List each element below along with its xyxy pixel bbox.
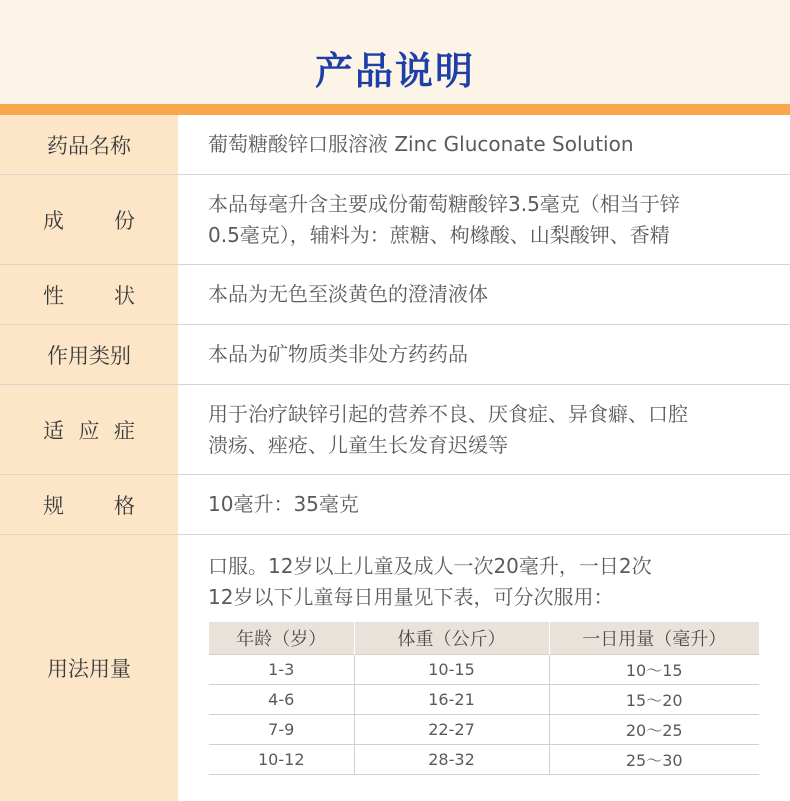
header-age: 年龄（岁）	[209, 622, 354, 654]
drug-name-value: 葡萄糖酸锌口服溶液 Zinc Gluconate Solution	[208, 132, 634, 156]
row-label-char: 规	[43, 493, 64, 518]
row-label-char: 格	[114, 493, 135, 518]
row-label	[0, 265, 178, 324]
row-label	[0, 385, 178, 474]
cell-age: 10-12	[209, 744, 354, 774]
table-row	[209, 684, 759, 714]
category-value: 本品为矿物质类非处方药药品	[208, 342, 468, 366]
row-label: 药品名称	[47, 133, 131, 158]
row-appearance	[0, 265, 790, 325]
ingredients-line-2: 0.5毫克），辅料为：蔗糖、枸橼酸、山梨酸钾、香精	[208, 222, 670, 247]
table-row	[209, 654, 759, 684]
appearance-value: 本品为无色至淡黄色的澄清液体	[208, 282, 488, 306]
cell-age: 7-9	[209, 714, 354, 744]
cell-weight: 28-32	[354, 744, 549, 774]
accent-divider	[0, 104, 790, 115]
page-header	[0, 0, 790, 104]
specification-value: 10毫升：35毫克	[208, 492, 359, 516]
row-value	[208, 385, 768, 474]
row-ingredients	[0, 175, 790, 265]
row-drug-name	[0, 115, 790, 175]
cell-weight: 22-27	[354, 714, 549, 744]
row-specification	[0, 475, 790, 535]
cell-weight: 10-15	[354, 654, 549, 684]
row-value	[208, 115, 768, 174]
cell-dose: 10～15	[549, 654, 759, 684]
header-daily-dose: 一日用量（毫升）	[549, 622, 759, 654]
row-label	[0, 175, 178, 264]
cell-age: 1-3	[209, 654, 354, 684]
row-indications	[0, 385, 790, 475]
cell-dose: 20～25	[549, 714, 759, 744]
row-value	[208, 325, 768, 384]
table-row	[209, 714, 759, 744]
cell-age: 4-6	[209, 684, 354, 714]
row-label: 用法用量	[47, 657, 131, 681]
row-value	[208, 265, 768, 324]
page-title: 产品说明	[314, 49, 475, 93]
row-category	[0, 325, 790, 385]
table-row	[209, 744, 759, 774]
cell-weight: 16-21	[354, 684, 549, 714]
dosage-table-header	[209, 622, 759, 654]
row-label-char: 状	[114, 283, 135, 308]
dosage-instructions	[208, 551, 768, 613]
row-label	[0, 475, 178, 534]
dosage-table	[209, 622, 759, 775]
cell-dose: 25～30	[549, 744, 759, 774]
indications-line-2: 溃疡、痤疮、儿童生长发育迟缓等	[208, 432, 508, 457]
row-label-char: 症	[114, 418, 135, 443]
header-weight: 体重（公斤）	[354, 622, 549, 654]
cell-dose: 15～20	[549, 684, 759, 714]
dosage-line-1: 口服。12岁以上儿童及成人一次20毫升，一日2次	[208, 554, 652, 578]
row-value	[208, 475, 768, 534]
row-label-char: 适	[43, 418, 64, 443]
indications-line-1: 用于治疗缺锌引起的营养不良、厌食症、异食癖、口腔	[208, 401, 688, 426]
ingredients-line-1: 本品每毫升含主要成份葡萄糖酸锌3.5毫克（相当于锌	[208, 191, 680, 216]
row-label-char: 应	[78, 418, 100, 443]
dosage-line-2: 12岁以下儿童每日用量见下表，可分次服用：	[208, 585, 614, 609]
row-value	[208, 175, 768, 264]
row-label-char: 份	[114, 208, 135, 233]
row-label: 作用类别	[47, 343, 131, 368]
row-label-char: 成	[43, 208, 64, 233]
row-label-char: 性	[43, 283, 64, 308]
